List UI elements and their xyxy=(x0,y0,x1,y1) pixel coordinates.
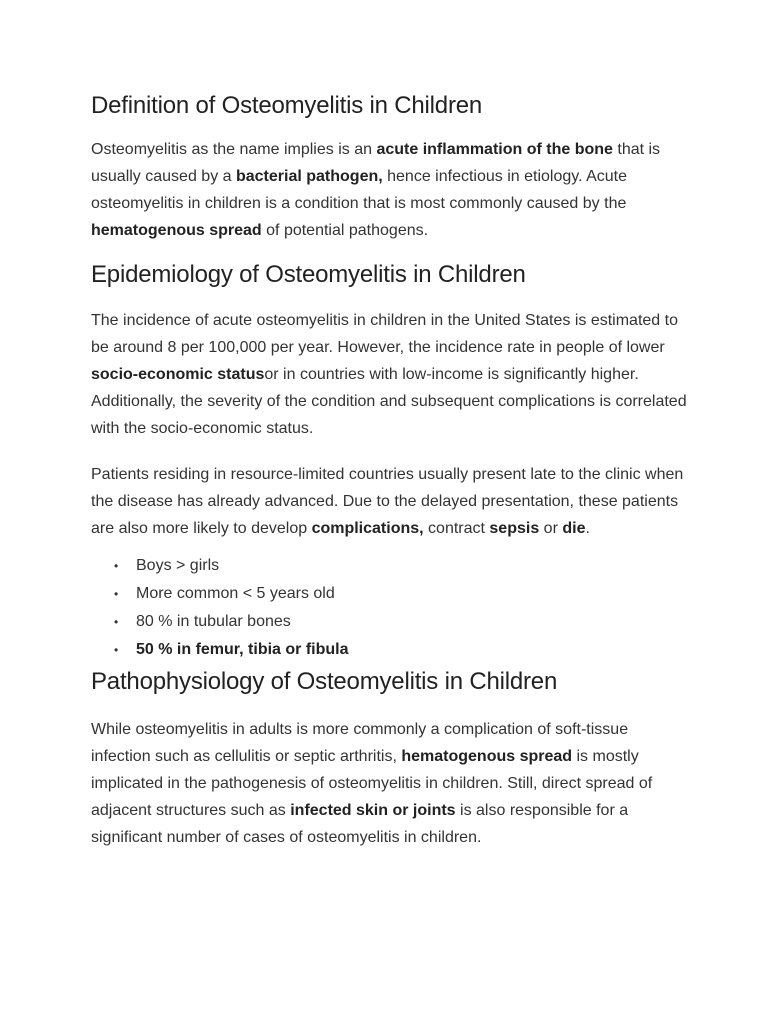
epi-p2-bold-1: complications, xyxy=(311,520,424,537)
epi-p1-text-1: The incidence of acute osteomyelitis in children in the United States is estimated to be around 8 per 100,000 per year. However, the incidence rate in people of lower xyxy=(91,312,678,356)
epidemiology-heading: Epidemiology of Osteomyelitis in Children xyxy=(91,261,526,288)
definition-paragraph xyxy=(91,136,691,244)
epi-p2-text-1: Patients residing in resource-limited countries usually present late to the clinic when the disease has already advanced. Due to the delayed presentation, these patients are also more likely to develop xyxy=(91,466,684,537)
epi-p2-text-4: . xyxy=(585,520,590,537)
epi-p2-text-3: or xyxy=(539,520,563,537)
definition-bold-3: hematogenous spread xyxy=(91,222,262,239)
document-page xyxy=(91,90,691,851)
definition-text-1: Osteomyelitis as the name implies is an xyxy=(91,141,377,158)
definition-text-3: hence infectious in etiology. Acute osteomyelitis in children is a condition that is most commonly caused by the xyxy=(91,168,627,212)
epi-p2-bold-2: sepsis xyxy=(489,520,540,537)
list-item: • More common < 5 years old xyxy=(136,580,691,608)
epidemiology-paragraph-2 xyxy=(91,461,691,542)
epi-p1-bold-1: socio-economic status xyxy=(91,366,265,383)
pathophysiology-paragraph xyxy=(91,716,691,851)
definition-bold-1: acute inflammation of the bone xyxy=(376,141,613,158)
epi-p2-text-2: contract xyxy=(423,520,490,537)
epi-p1-text-2: or in countries with low-income is significantly higher. Additionally, the severity of the condition and subsequent complications is correlated with the socio-economic status. xyxy=(91,366,687,437)
list-item xyxy=(136,636,691,664)
definition-text-4: of potential pathogens. xyxy=(261,222,429,239)
epidemiology-bullet-list xyxy=(91,552,691,664)
epidemiology-paragraph-1 xyxy=(91,307,691,442)
pathophysiology-heading: Pathophysiology of Osteomyelitis in Children xyxy=(91,668,558,695)
path-bold-2: infected skin or joints xyxy=(290,802,456,819)
path-bold-1: hematogenous spread xyxy=(401,748,573,765)
epi-p2-bold-3: die xyxy=(562,520,586,537)
definition-bold-2: bacterial pathogen, xyxy=(235,168,383,185)
path-text-2: is mostly implicated in the pathogenesis of osteomyelitis in children. Still, direct spread of adjacent structures such as xyxy=(91,748,653,819)
list-item: • 80 % in tubular bones xyxy=(136,608,691,636)
path-text-3: is also responsible for a significant number of cases of osteomyelitis in children. xyxy=(91,802,629,846)
definition-heading: Definition of Osteomyelitis in Children xyxy=(91,92,483,119)
list-item: • Boys > girls xyxy=(136,552,691,580)
definition-text-2: that is usually caused by a xyxy=(91,141,661,185)
list-item-bold: 50 % in femur, tibia or fibula xyxy=(136,641,349,658)
path-text-1: While osteomyelitis in adults is more commonly a complication of soft-tissue infection such as cellulitis or septic arthritis, xyxy=(91,721,629,765)
